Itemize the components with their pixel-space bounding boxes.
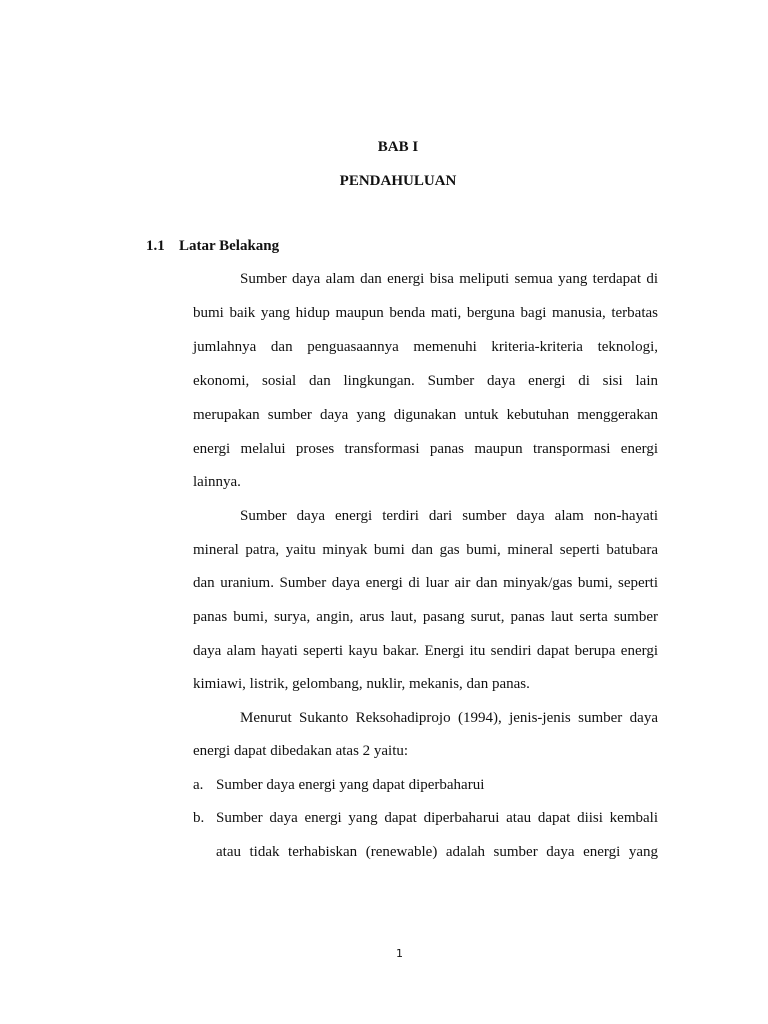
chapter-heading: BAB I [377,139,419,155]
paragraph-line: jumlahnya dan penguasaannya memenuhi kriteria-kriteria teknologi, [193,339,658,355]
section-number: 1.1 [146,238,165,254]
paragraph-line: Menurut Sukanto Reksohadiprojo (1994), jenis-jenis sumber daya [240,710,658,726]
list-item-line: Sumber daya energi yang dapat diperbaharui atau dapat diisi kembali [216,810,658,826]
list-item-line: atau tidak terhabiskan (renewable) adalah sumber daya energi yang [216,844,658,860]
paragraph-line: merupakan sumber daya yang digunakan untuk kebutuhan menggerakan [193,407,658,423]
paragraph-line: dan uranium. Sumber daya energi di luar air dan minyak/gas bumi, seperti [193,575,658,591]
list-marker: a. [193,777,204,793]
paragraph-line: mineral patra, yaitu minyak bumi dan gas bumi, mineral seperti batubara [193,542,658,558]
page-number: 1 [396,947,403,960]
list-marker: b. [193,810,205,826]
paragraph-line: energi dapat dibedakan atas 2 yaitu: [193,743,409,759]
paragraph-line: energi melalui proses transformasi panas maupun transpormasi energi [193,441,658,457]
paragraph-line: panas bumi, surya, angin, arus laut, pasang surut, panas laut serta sumber [193,609,658,625]
section-title: Latar Belakang [179,238,280,254]
paragraph-line: Sumber daya alam dan energi bisa meliputi semua yang terdapat di [240,271,658,287]
list-item-line: Sumber daya energi yang dapat diperbaharui [216,777,485,793]
chapter-title: PENDAHULUAN [339,173,457,189]
paragraph-line: ekonomi, sosial dan lingkungan. Sumber daya energi di sisi lain [193,373,658,389]
paragraph-line: kimiawi, listrik, gelombang, nuklir, mekanis, dan panas. [193,676,530,692]
paragraph-line: lainnya. [193,474,241,490]
paragraph-line: daya alam hayati seperti kayu bakar. Energi itu sendiri dapat berupa energi [193,643,658,659]
paragraph-line: bumi baik yang hidup maupun benda mati, berguna bagi manusia, terbatas [193,305,658,321]
paragraph-line: Sumber daya energi terdiri dari sumber daya alam non-hayati [240,508,658,524]
